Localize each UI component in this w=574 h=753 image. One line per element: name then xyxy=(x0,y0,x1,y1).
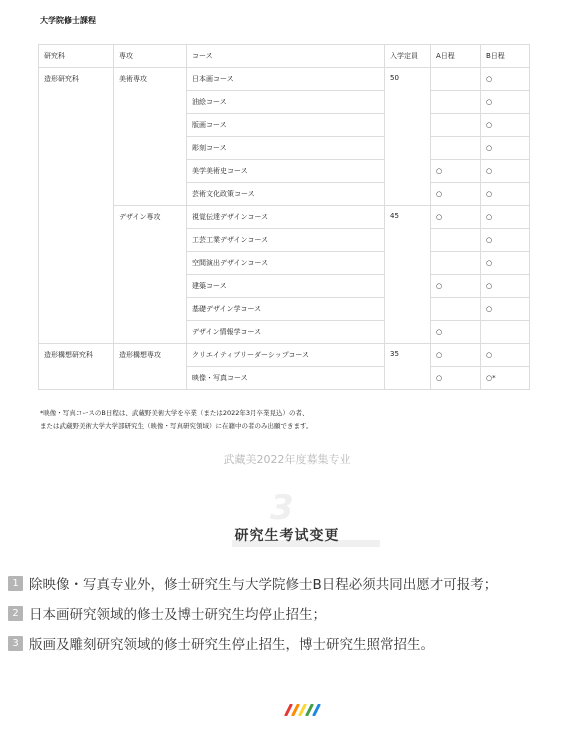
footnote xyxy=(40,407,312,433)
header-cell: コース xyxy=(187,45,385,68)
header-cell: 専攻 xyxy=(114,45,187,68)
schedule-a-cell: ○ xyxy=(431,321,481,344)
schedule-a-cell xyxy=(431,252,481,275)
schedule-b-cell: ○ xyxy=(481,298,530,321)
header-cell: 入学定員 xyxy=(385,45,431,68)
list-item xyxy=(8,628,497,658)
schedule-a-cell: ○ xyxy=(431,344,481,367)
list-item xyxy=(8,568,497,598)
table-row xyxy=(39,344,530,367)
course-cell: 彫刻コース xyxy=(187,137,385,160)
schedule-b-cell xyxy=(481,321,530,344)
schedule-a-cell: ○ xyxy=(431,183,481,206)
section-heading: 研究生考试变更 xyxy=(234,528,340,544)
schedule-b-cell: ○ xyxy=(481,206,530,229)
course-cell: 視覚伝達デザインコース xyxy=(187,206,385,229)
capacity-cell: 50 xyxy=(385,68,431,206)
table-title: 大学院修士課程 xyxy=(40,16,96,25)
header-cell: A日程 xyxy=(431,45,481,68)
change-list xyxy=(8,568,497,658)
schedule-a-cell xyxy=(431,298,481,321)
course-cell: 建築コース xyxy=(187,275,385,298)
list-item-text: 版画及雕刻研究领域的修士研究生停止招生，博士研究生照常招生。 xyxy=(29,637,434,653)
schedule-b-cell: ○ xyxy=(481,252,530,275)
schedule-a-cell xyxy=(431,137,481,160)
footnote-line: または武蔵野美術大学大学部研究生（映像・写真研究領域）に在籍中の者のみ出願できます。 xyxy=(40,422,313,430)
rainbow-stripes-icon xyxy=(284,704,324,716)
course-cell: 空間演出デザインコース xyxy=(187,252,385,275)
capacity-cell: 35 xyxy=(385,344,431,390)
course-cell: デザイン情報学コース xyxy=(187,321,385,344)
graduate-school-cell: 造形研究科 xyxy=(39,68,114,344)
section-number: 3 xyxy=(270,488,294,528)
table-header-row xyxy=(39,45,530,68)
list-item xyxy=(8,598,497,628)
number-badge: 2 xyxy=(8,606,23,621)
header-cell: 研究科 xyxy=(39,45,114,68)
schedule-b-cell: ○ xyxy=(481,229,530,252)
image-caption: 武藏美2022年度募集专业 xyxy=(223,453,351,466)
list-item-text: 日本画研究领域的修士及博士研究生均停止招生； xyxy=(29,607,326,623)
stripe xyxy=(314,705,319,715)
course-cell: 日本画コース xyxy=(187,68,385,91)
schedule-a-cell xyxy=(431,114,481,137)
schedule-a-cell: ○ xyxy=(431,367,481,390)
course-cell: 美学美術史コース xyxy=(187,160,385,183)
table-row xyxy=(39,68,530,91)
schedule-b-cell: ○ xyxy=(481,160,530,183)
schedule-b-cell: ○ xyxy=(481,114,530,137)
stripe xyxy=(307,705,312,715)
list-item-text: 除映像・写真专业外，修士研究生与大学院修士B日程必须共同出愿才可报考； xyxy=(29,577,498,593)
schedule-b-cell: ○ xyxy=(481,183,530,206)
header-cell: B日程 xyxy=(481,45,530,68)
schedule-b-cell: ○ xyxy=(481,344,530,367)
footnote-line: *映像・写真コースのB日程は、武蔵野美術大学を卒業（または2022年3月卒業見込）の者、 xyxy=(40,409,309,417)
course-table xyxy=(38,44,530,390)
number-badge: 1 xyxy=(8,576,23,591)
schedule-a-cell: ○ xyxy=(431,160,481,183)
stripe xyxy=(300,705,305,715)
schedule-a-cell xyxy=(431,68,481,91)
course-cell: 基礎デザイン学コース xyxy=(187,298,385,321)
stripe xyxy=(293,705,298,715)
schedule-a-cell xyxy=(431,91,481,114)
schedule-b-cell: ○ xyxy=(481,275,530,298)
stripe xyxy=(286,705,291,715)
schedule-b-cell: ○ xyxy=(481,91,530,114)
course-cell: 芸術文化政策コース xyxy=(187,183,385,206)
major-cell: 美術専攻 xyxy=(114,68,187,206)
major-cell: デザイン専攻 xyxy=(114,206,187,344)
schedule-a-cell: ○ xyxy=(431,275,481,298)
schedule-b-cell: ○ xyxy=(481,137,530,160)
course-cell: 映像・写真コース xyxy=(187,367,385,390)
course-cell: クリエイティブリーダーシップコース xyxy=(187,344,385,367)
schedule-a-cell: ○ xyxy=(431,206,481,229)
schedule-b-cell: ○* xyxy=(481,367,530,390)
course-cell: 版画コース xyxy=(187,114,385,137)
schedule-b-cell: ○ xyxy=(481,68,530,91)
number-badge: 3 xyxy=(8,636,23,651)
course-cell: 工芸工業デザインコース xyxy=(187,229,385,252)
graduate-school-cell: 造形構想研究科 xyxy=(39,344,114,390)
capacity-cell: 45 xyxy=(385,206,431,344)
major-cell: 造形構想専攻 xyxy=(114,344,187,390)
schedule-a-cell xyxy=(431,229,481,252)
course-cell: 油絵コース xyxy=(187,91,385,114)
